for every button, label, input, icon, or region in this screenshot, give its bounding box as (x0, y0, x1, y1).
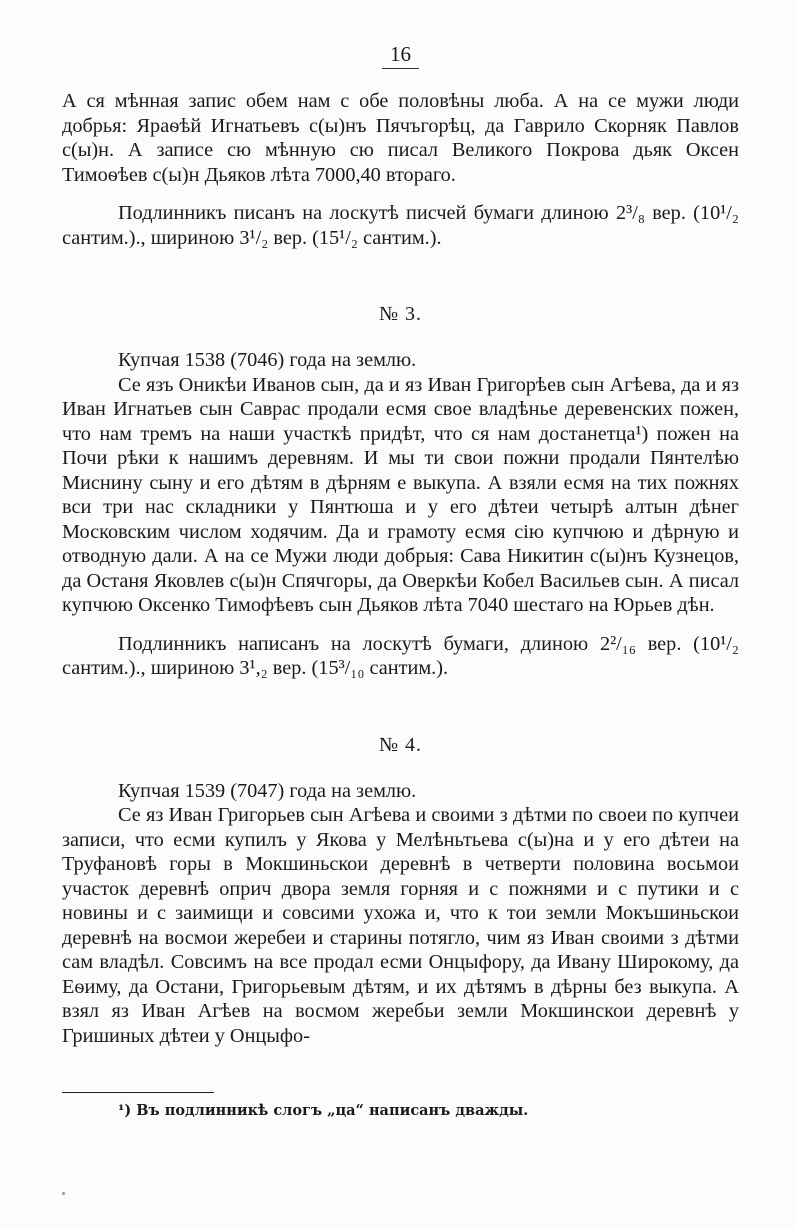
page-number: 16 (62, 42, 739, 69)
footnote-text: Въ подлинникѣ слогъ „ца“ написанъ дважды. (136, 1102, 529, 1119)
section-title-3: Купчая 1538 (7046) года на землю. (118, 349, 417, 371)
section-heading-4: № 4. (378, 733, 423, 756)
paper-speck (62, 1192, 65, 1195)
original-note-3: Подлинникъ написанъ на лоскутѣ бумаги, длиною 2²/₁₆ вер. (10¹/₂ сантим.)., шириною 3¹,₂ вер. (15³/₁₀ сантим.). (62, 632, 739, 679)
footnote-divider (62, 1092, 214, 1093)
section-text-4: Се яз Иван Григорьев сын Агѣева и своими з дѣтми по своеи по купчеи записи, что есми купилъ у Якова у Мелѣньтьева с(ы)на и у его дѣтеи на Труфановѣ горы в Мокшиньскои деревнѣ в четверти половина восьмои участок деревнѣ оприч двора земля горняя и с пожнями и с путики и с новины и с заимищи и совсими ухожа и, что к тои земли Мокъшиньскои деревнѣ на восмои жеребеи и старины потягло, чим яз Иван своими з дѣтми сам владѣл. Совсимъ на все продал есми Онцыфору, да Ивану Широкому, да Еѳиму, да Остани, Григорьевым дѣтям, и их дѣтямъ в дѣрны без выкупа. А взял яз Иван Агѣев на восмом жеребьи земли Мокшинскои деревнѣ у Гришиных дѣтеи у Онцыфо- (62, 804, 739, 1047)
section-title-4: Купчая 1539 (7047) года на землю. (118, 779, 417, 802)
section-heading-3: № 3. (378, 303, 423, 325)
footnote-marker: ¹) (118, 1102, 132, 1119)
document-page (62, 42, 739, 1121)
original-note-1: Подлинникъ писанъ на лоскутѣ писчей бумаги длиною 2³/₈ вер. (10¹/₂ сантим.)., шириною 3¹/₂ вер. (15¹/₂ сантим.). (62, 202, 739, 249)
paragraph-exchange-record: А ся мѣнная запис обем нам с обе половѣны люба. А на се мужи люди добрья: Яраѳѣй Игнатьевъ с(ы)нъ Пячъгорѣц, да Гаврило Скорняк Павлов с(ы)н. А записе сю мѣнную сю писал Великого Покрова дьяк Оксен Тимоѳѣев с(ы)н Дьяков лѣта 7000,40 втораго. (62, 90, 739, 186)
footnote (62, 1101, 739, 1121)
section-text-3: Се язъ Оникѣи Иванов сын, да и яз Иван Григорѣев сын Агѣева, да и яз Иван Игнатьев сын Саврас продали есмя свое владѣнье деревенских пожен, что нам тремъ на наши участкѣ придѣт, что ся нам достанетца¹) пожен на Почи рѣки к нашимъ деревням. И мы ти свои пожни продали Пянтелѣю Миснину сыну и его дѣтям в дѣрням е выкупа. А взяли есмя на тих пожнях вси три нас складники у Пянтюша и у его дѣтеи четырѣ алтын дѣнег Московским числом ходячим. Да и грамоту есмя сiю купчюю и дѣрную и отводную дали. А на се Мужи люди добрыя: Сава Никитин с(ы)нъ Кузнецов, да Останя Яковлев с(ы)н Спячгоры, да Оверкѣи Кобел Васильев сын. А писал купчюю Оксенко Тимофѣевъ сын Дьяков лѣта 7040 шестаго на Юрьев дѣн. (62, 373, 739, 616)
